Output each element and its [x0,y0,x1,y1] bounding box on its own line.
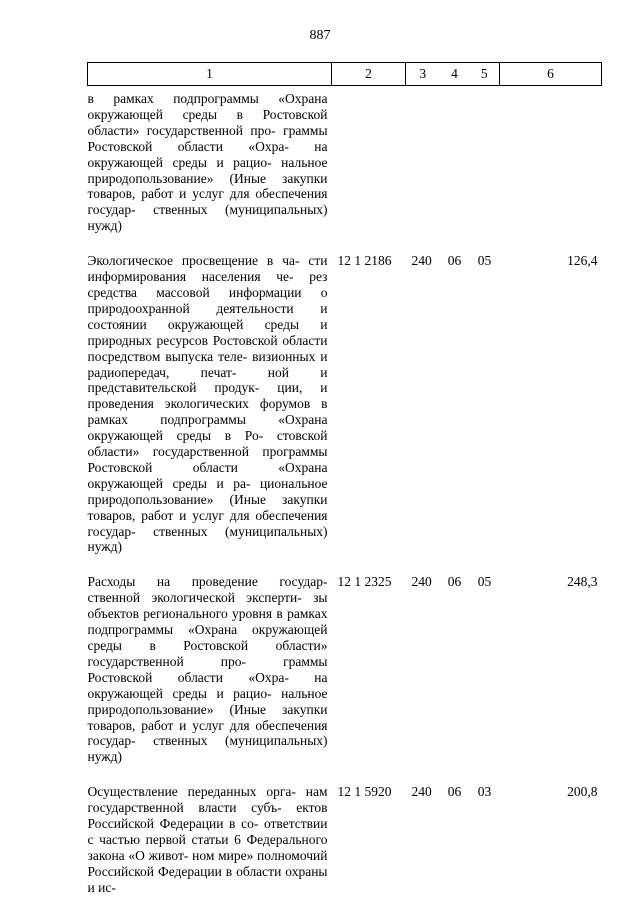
header-col-2: 2 [332,63,406,86]
description-line: форумов в рамках подпрограммы [87,396,328,428]
row-amount: 126,4 [567,253,598,269]
description-line: Экологическое просвещение в ча- [87,253,300,269]
row-description [88,248,332,569]
row-section: 06 [447,253,462,269]
row-subsection [470,86,500,249]
header-col-3: 3 [406,63,440,86]
row-subsection: 05 [477,574,492,590]
header-row [88,63,602,86]
description-line: ектов Российской Федерации в со- [87,800,328,832]
row-amount [500,86,602,249]
description-line: ном мире» полномочий Российской [87,847,328,879]
description-line: услуг для обеспечения государ- [87,507,328,539]
table-row [88,248,602,569]
row-amount: 200,8 [567,784,598,800]
description-line: Осуществление переданных орга- [87,784,296,800]
description-line: сти информирования населения че- [87,253,328,285]
description-line: нам государственной власти субъ- [87,784,328,816]
description-line: услуг для обеспечения государ- [87,717,328,749]
row-amount: 248,3 [567,574,598,590]
description-line: области» государственной про- [87,122,276,138]
description-line: области посредством выпуска теле- [87,332,328,364]
description-line: окружающей среды в Ростовской [87,622,328,653]
description-line: ственных (муниципальных) нужд) [87,733,328,765]
row-section: 06 [447,574,462,590]
budget-table [87,62,602,910]
description-line: циональное природопользование» [87,475,328,507]
description-line: «Охрана окружающей среды в Ро- [87,412,328,444]
description-line: Расходы на проведение государ- [87,574,328,590]
description-line: (Иные закупки товаров, работ и [87,491,328,523]
description-line: ции, и проведения экологических [87,380,328,412]
description-line: окружающей среды в Ростовской [87,106,328,122]
header-col-1: 1 [88,63,332,86]
description-line: граммы Ростовской области «Охра- [87,122,328,154]
description-line: области» государственной про- [87,638,328,669]
description-line: рез средства массовой информации [87,269,328,300]
description-line: ственных (муниципальных) нужд) [87,523,328,555]
description-line: нальное природопользование» [87,685,328,717]
row-expense-type [406,86,440,249]
description-line: услуг для обеспечения государ- [87,186,328,218]
description-line: на окружающей среды и рацио- [87,138,328,170]
table-body [88,86,602,910]
description-line: программы Ростовской области [87,444,328,475]
description-line: в рамках подпрограммы «Охрана [87,606,328,638]
table-row [88,569,602,779]
table-header [88,63,602,86]
description-line: (Иные закупки товаров, работ и [87,701,328,733]
row-subsection: 05 [477,253,492,269]
row-section [440,86,470,249]
description-line: зы объектов регионального уровня [87,590,328,622]
description-line: граммы Ростовской области «Охра- [87,653,328,685]
header-col-5: 5 [470,63,500,86]
description-line: 6 Федерального закона «О живот- [87,831,328,863]
table-row [88,86,602,249]
table-row [88,779,602,909]
description-line: ответствии с частью первой статьи [87,816,328,847]
description-line: природных ресурсов Ростовской [87,332,278,348]
row-expense-type: 240 [411,574,432,590]
row-expense-type: 240 [411,253,432,269]
description-line: ственной экологической эксперти- [87,590,302,606]
description-line: (Иные закупки товаров, работ и [87,170,328,202]
description-line: о природоохранной деятельности и [87,284,328,316]
header-col-4: 4 [440,63,470,86]
row-target-code: 12 1 2186 [337,253,392,269]
row-subsection: 03 [477,784,492,800]
row-expense-type: 240 [411,784,432,800]
row-description [88,569,332,779]
description-line: стовской области» государственной [87,428,328,460]
row-target-code: 12 1 2325 [337,574,392,590]
description-line: ной и представительской продук- [87,364,328,396]
description-line: на окружающей среды и рацио- [87,669,328,701]
page-number: 887 [309,28,331,43]
description-line: визионных и радиопередач, печат- [87,348,328,380]
row-description [88,86,332,249]
row-target-code: 12 1 5920 [337,784,392,800]
description-line: ственных (муниципальных) нужд) [87,202,328,234]
description-line: в рамках подпрограммы «Охрана [87,91,328,106]
row-section: 06 [447,784,462,800]
description-line: «Охрана окружающей среды и ра- [87,459,328,491]
row-description [88,779,332,909]
header-col-6: 6 [500,63,602,86]
row-target-code [332,86,406,249]
description-line: Федерации в области охраны и ис- [87,863,328,895]
description-line: нальное природопользование» [87,154,328,186]
description-line: состоянии окружающей среды и [87,316,328,332]
